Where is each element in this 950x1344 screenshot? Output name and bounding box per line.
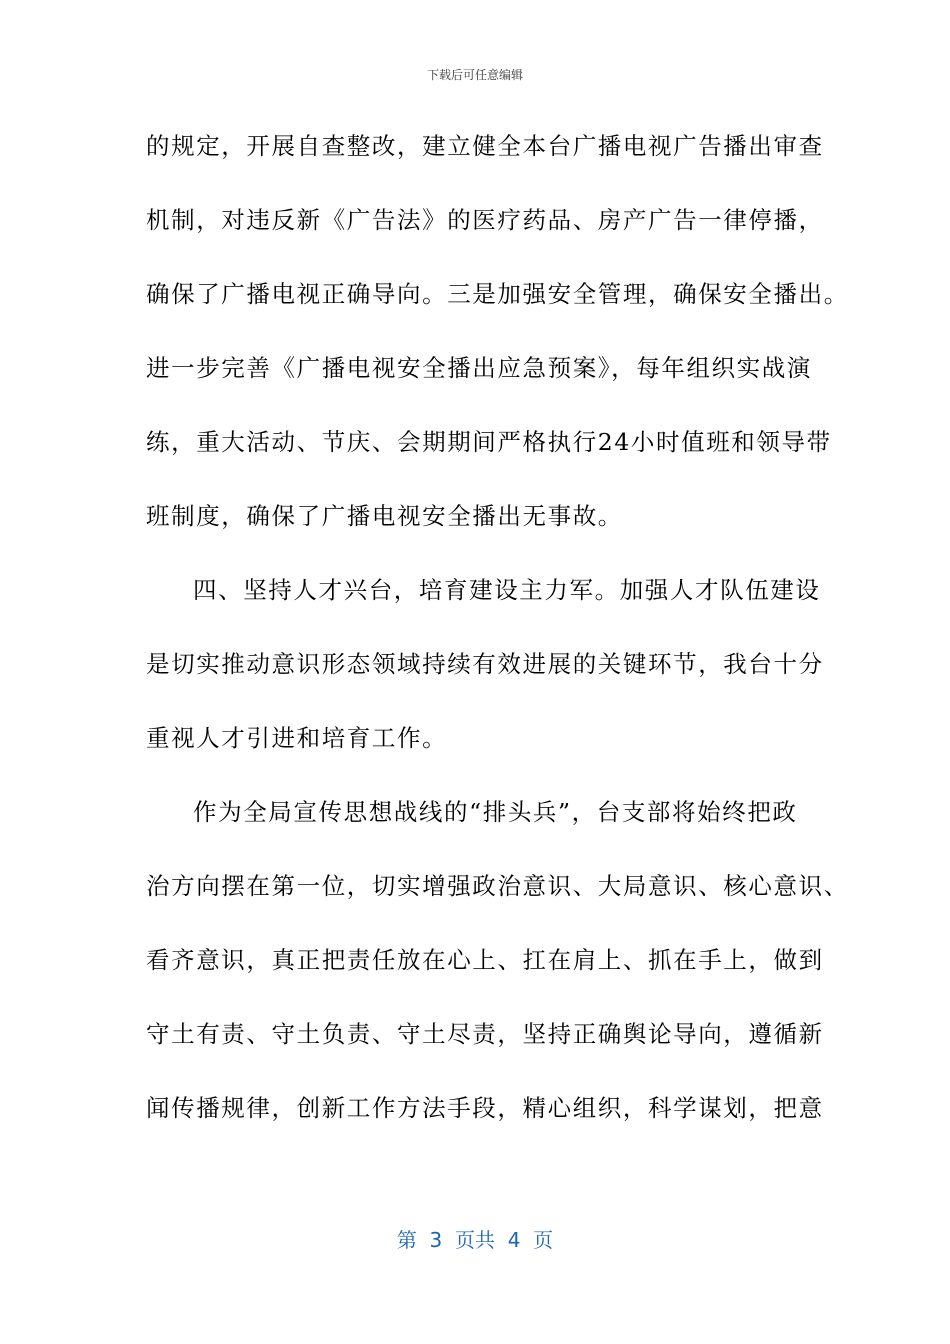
- text-line: 练，重大活动、节庆、会期期间严格执行24小时值班和领导带: [146, 428, 832, 456]
- text-line: 机制，对违反新《广告法》的医疗药品、房产广告一律停播，: [146, 206, 824, 234]
- page-number-footer: 第 3 页共 4 页: [396, 1228, 554, 1252]
- text-line: 班制度，确保了广播电视安全播出无事故。: [146, 502, 623, 530]
- text-line: 确保了广播电视正确导向。三是加强安全管理，确保安全播出。: [146, 280, 849, 308]
- text-line: 看齐意识，真正把责任放在心上、扛在肩上、抓在手上，做到: [146, 946, 824, 974]
- document-body: [146, 124, 849, 1160]
- text-line: 进一步完善《广播电视安全播出应急预案》，每年组织实战演: [146, 354, 812, 382]
- text-line: 闻传播规律，创新工作方法手段，精心组织，科学谋划，把意: [146, 1094, 824, 1122]
- paragraph-start-line: 四、坚持人才兴台，培育建设主力军。加强人才队伍建设: [193, 576, 821, 604]
- text-line: 守土有责、守土负责、守土尽责，坚持正确舆论导向，遵循新: [146, 1020, 824, 1048]
- text-line: 是切实推动意识形态领域持续有效进展的关键环节，我台十分: [146, 650, 824, 678]
- text-line: 治方向摆在第一位，切实增强政治意识、大局意识、核心意识、: [146, 872, 849, 900]
- text-line: 的规定，开展自查整改，建立健全本台广播电视广告播出审查: [146, 132, 824, 160]
- text-line: 重视人才引进和培育工作。: [146, 724, 448, 752]
- header-note: 下载后可任意编辑: [426, 68, 523, 82]
- paragraph-start-line: 作为全局宣传思想战线的“排头兵”，台支部将始终把政: [193, 798, 798, 826]
